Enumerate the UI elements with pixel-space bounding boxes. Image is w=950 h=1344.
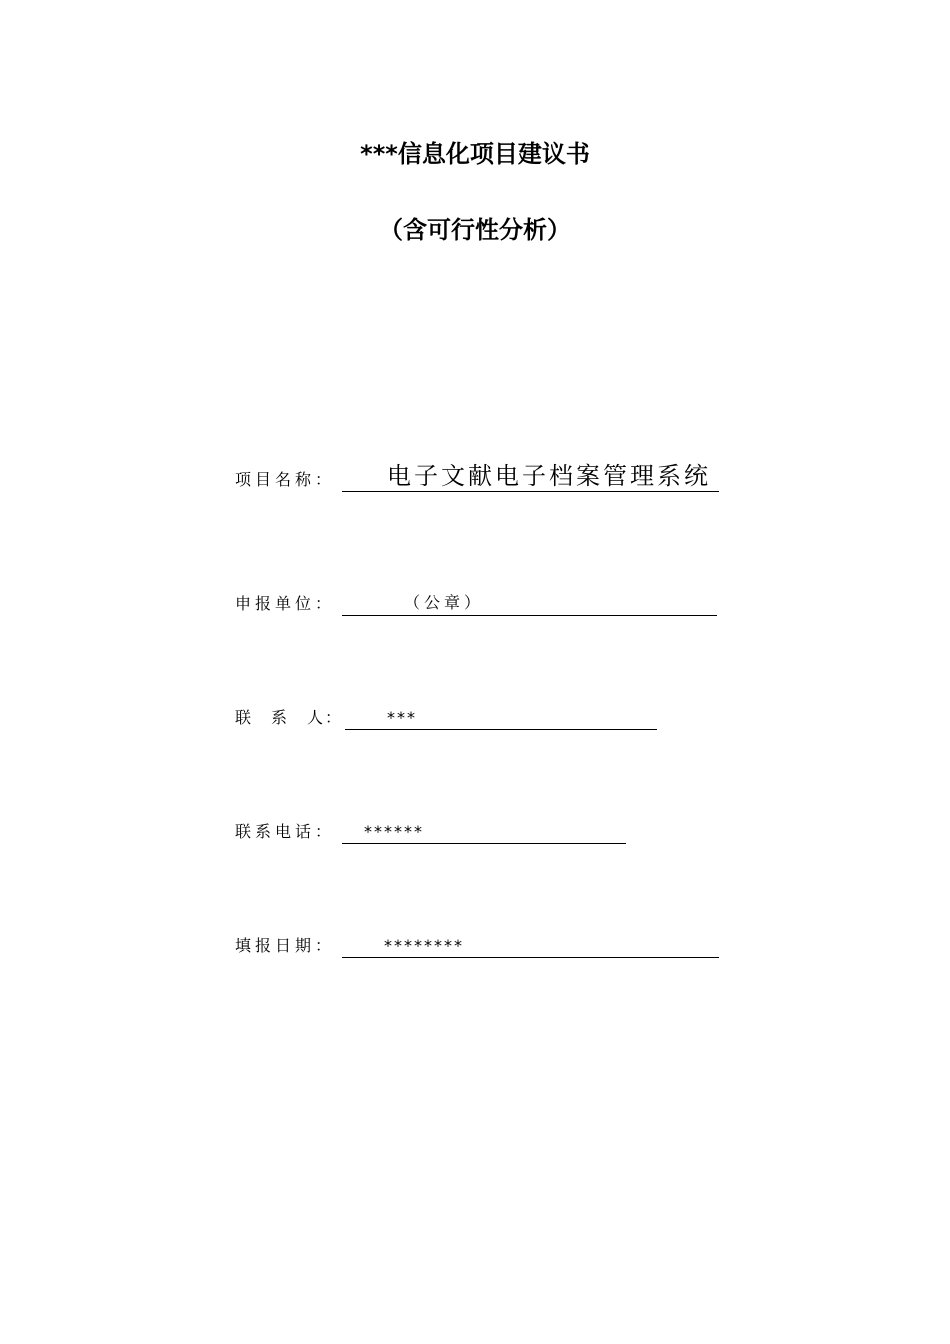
phone-underline [342,843,626,844]
document-subtitle: （含可行性分析） [379,216,571,244]
project-name-field [235,456,735,496]
phone-field [235,808,735,848]
applicant-label: 申报单位： [235,594,336,613]
applicant-field [235,580,735,620]
document-title: ***信息化项目建议书 [360,140,590,168]
contact-label: 联 系 人： [235,708,344,727]
project-name-label: 项目名称： [235,470,336,489]
project-name-value: 电子文献电子档案管理系统 [387,462,711,490]
contact-underline [345,729,657,730]
contact-value: *** [387,708,417,727]
applicant-value: （公章） [404,593,485,612]
applicant-underline [342,615,717,616]
phone-label: 联系电话： [235,822,336,841]
date-field [235,922,735,962]
date-underline [342,957,719,958]
date-value: ******** [384,936,464,955]
phone-value: ****** [364,822,424,841]
date-label: 填报日期： [235,936,336,955]
contact-field [235,694,735,734]
project-name-underline [342,491,719,492]
